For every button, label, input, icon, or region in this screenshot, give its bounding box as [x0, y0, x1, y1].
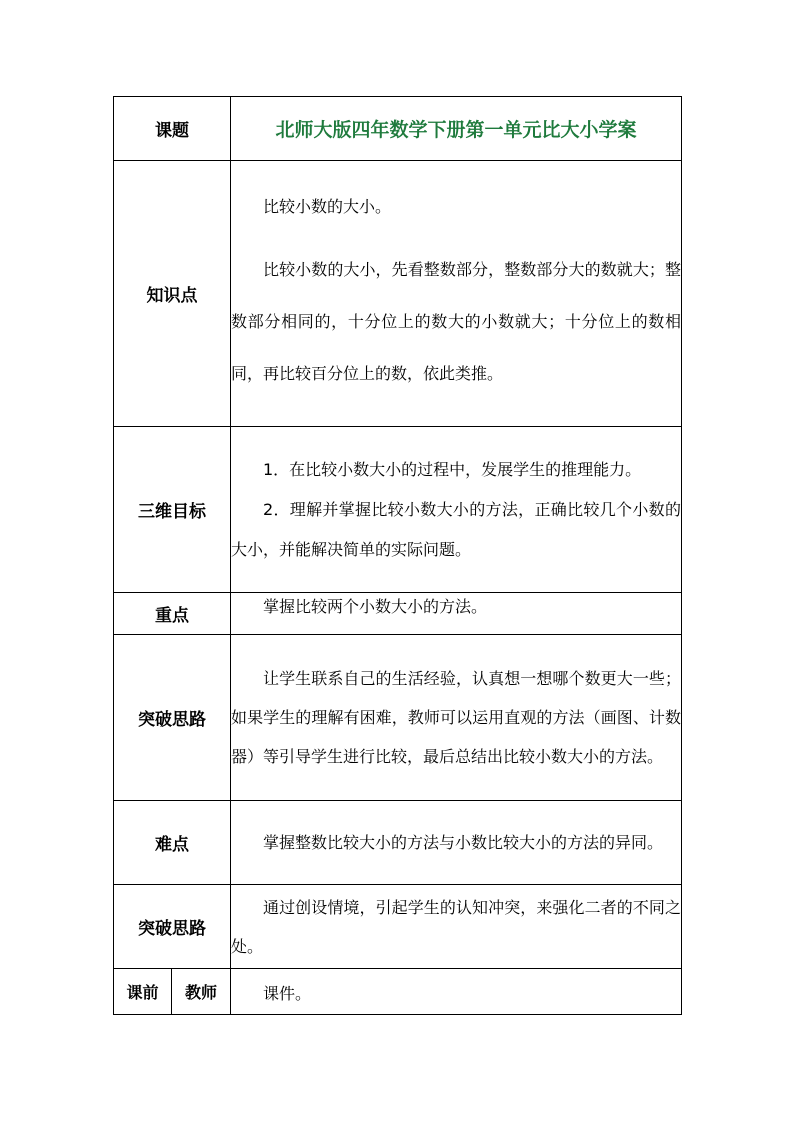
- prep-row: [114, 969, 682, 1015]
- difficulty-content: [231, 801, 682, 885]
- difficulty-text: 掌握整数比较大小的方法与小数比较大小的方法的异同。: [263, 833, 664, 852]
- difficulty-label: 难点: [114, 801, 231, 885]
- breakthrough-text-2: 通过创设情境，引起学生的认知冲突，来强化二者的不同之处。: [231, 897, 681, 956]
- breakthrough-row-2: [114, 885, 682, 969]
- breakthrough-text-1: 让学生联系自己的生活经验，认真想一想哪个数更大一些；如果学生的理解有困难，教师可以运用直观的方法（画图、计数器）等引导学生进行比较，最后总结出比较小数大小的方法。: [231, 669, 681, 766]
- goals-row: [114, 427, 682, 593]
- subject-label: 课题: [114, 97, 231, 161]
- breakthrough-row-1: [114, 635, 682, 801]
- prep-text: 课件。: [263, 984, 312, 1003]
- goals-paragraph-1: 1．在比较小数大小的过程中，发展学生的推理能力。: [263, 459, 642, 479]
- key-point-row: [114, 593, 682, 635]
- prep-label-before-class: 课前: [114, 969, 172, 1015]
- breakthrough-content-2: [231, 885, 682, 969]
- breakthrough-content-1: [231, 635, 682, 801]
- breakthrough-label-1: 突破思路: [114, 635, 231, 801]
- lesson-title: 北师大版四年数学下册第一单元比大小学案: [231, 97, 682, 161]
- knowledge-row: [114, 161, 682, 427]
- difficulty-row: [114, 801, 682, 885]
- prep-label-teacher: 教师: [172, 969, 231, 1015]
- breakthrough-label-2: 突破思路: [114, 885, 231, 969]
- knowledge-label: 知识点: [114, 161, 231, 427]
- knowledge-paragraph-1: 比较小数的大小。: [263, 197, 392, 216]
- key-point-label: 重点: [114, 593, 231, 635]
- goals-label: 三维目标: [114, 427, 231, 593]
- key-point-content: [231, 593, 682, 635]
- key-point-text: 掌握比较两个小数大小的方法。: [263, 597, 488, 616]
- lesson-plan-table: [113, 96, 682, 1015]
- goals-content: [231, 427, 682, 593]
- prep-content: [231, 969, 682, 1015]
- knowledge-content: [231, 161, 682, 427]
- title-row: [114, 97, 682, 161]
- goals-paragraph-2: 2．理解并掌握比较小数大小的方法，正确比较几个小数的大小，并能解决简单的实际问题。: [231, 499, 681, 559]
- knowledge-paragraph-2: 比较小数的大小，先看整数部分，整数部分大的数就大；整数部分相同的，十分位上的数大的小数就大；十分位上的数相同，再比较百分位上的数，依此类推。: [231, 260, 681, 383]
